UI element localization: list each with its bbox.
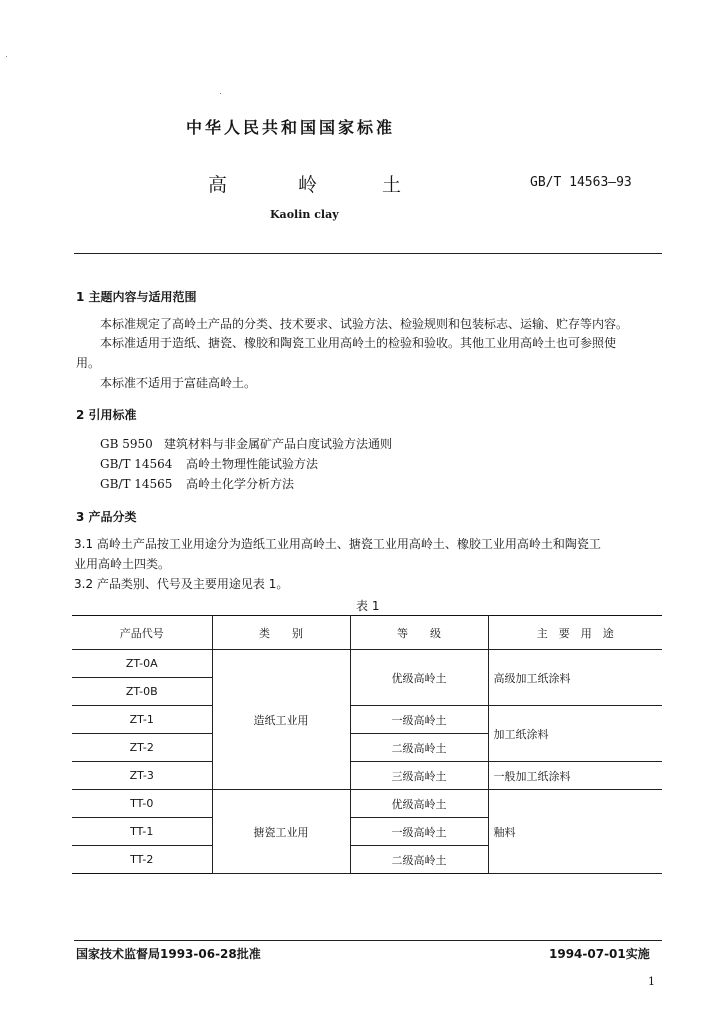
scan-speck: [6, 56, 7, 57]
use-cell: 一般加工纸涂料: [488, 762, 662, 790]
code-cell: TT-1: [72, 818, 212, 846]
header-rule: [74, 253, 662, 254]
use-cell: 釉料: [488, 790, 662, 874]
ref-title: 建筑材料与非金属矿产品白度试验方法通则: [164, 437, 393, 451]
table-row: [72, 706, 662, 734]
table-row: [72, 762, 662, 790]
code-cell: ZT-3: [72, 762, 212, 790]
grade-cell: 二级高岭土: [350, 734, 488, 762]
scan-speck: [220, 93, 221, 94]
table-row: [72, 650, 662, 678]
ref-code: GB/T 14564: [100, 457, 173, 471]
standard-code: GB/T 14563—93: [530, 175, 632, 190]
use-cell: 高级加工纸涂料: [488, 650, 662, 706]
section-3-2-para: 3.2 产品类别、代号及主要用途见表 1。: [74, 577, 289, 591]
table-caption: 表 1: [356, 599, 380, 613]
standard-body-title: 中华人民共和国国家标准: [186, 118, 396, 137]
header-cell: 主 要 用 途: [488, 616, 662, 650]
product-table: [72, 615, 662, 874]
grade-cell: 一级高岭土: [350, 818, 488, 846]
category-cell: 造纸工业用: [212, 650, 350, 790]
title-char-3: 土: [382, 174, 402, 196]
code-cell: ZT-0B: [72, 678, 212, 706]
section-3-1-para: 3.1 高岭土产品按工业用途分为造纸工业用高岭土、搪瓷工业用高岭土、橡胶工业用高岭土和陶瓷工: [74, 537, 601, 551]
ref-code: GB/T 14565: [100, 477, 173, 491]
section-3-1-para-cont: 业用高岭土四类。: [74, 557, 171, 571]
section-1-heading: 1 主题内容与适用范围: [76, 290, 197, 304]
table-row: [72, 790, 662, 818]
header-cell: 类 别: [212, 616, 350, 650]
implementation-text: 1994-07-01实施: [549, 947, 650, 961]
english-title: Kaolin clay: [270, 208, 339, 221]
code-cell: ZT-2: [72, 734, 212, 762]
code-cell: ZT-1: [72, 706, 212, 734]
use-cell: 加工纸涂料: [488, 706, 662, 762]
approval-text: 国家技术监督局1993-06-28批准: [76, 947, 261, 961]
header-cell: 产品代号: [72, 616, 212, 650]
section-2-heading: 2 引用标准: [76, 408, 137, 422]
ref-code: GB 5950: [100, 437, 153, 451]
page-number: 1: [648, 975, 655, 988]
section-1-para-2-cont: 用。: [76, 356, 101, 370]
header-cell: 等 级: [350, 616, 488, 650]
grade-cell: 优级高岭土: [350, 790, 488, 818]
title-char-2: 岭: [298, 174, 318, 196]
footer-rule: [74, 940, 662, 941]
grade-cell: 一级高岭土: [350, 706, 488, 734]
ref-title: 高岭土化学分析方法: [186, 477, 295, 491]
section-1-para-3: 本标准不适用于富硅高岭土。: [100, 376, 257, 390]
grade-cell: 优级高岭土: [350, 650, 488, 706]
table-header-row: [72, 616, 662, 650]
code-cell: TT-2: [72, 846, 212, 874]
section-1-para-2: 本标准适用于造纸、搪瓷、橡胶和陶瓷工业用高岭土的检验和验收。其他工业用高岭土也可参照使: [100, 336, 617, 350]
title-char-1: 高: [208, 174, 228, 196]
code-cell: TT-0: [72, 790, 212, 818]
section-3-heading: 3 产品分类: [76, 510, 137, 524]
code-cell: ZT-0A: [72, 650, 212, 678]
ref-title: 高岭土物理性能试验方法: [186, 457, 319, 471]
category-cell: 搪瓷工业用: [212, 790, 350, 874]
grade-cell: 三级高岭土: [350, 762, 488, 790]
grade-cell: 二级高岭土: [350, 846, 488, 874]
section-1-para-1: 本标准规定了高岭土产品的分类、技术要求、试验方法、检验规则和包装标志、运输、贮存等内容。: [100, 317, 629, 331]
